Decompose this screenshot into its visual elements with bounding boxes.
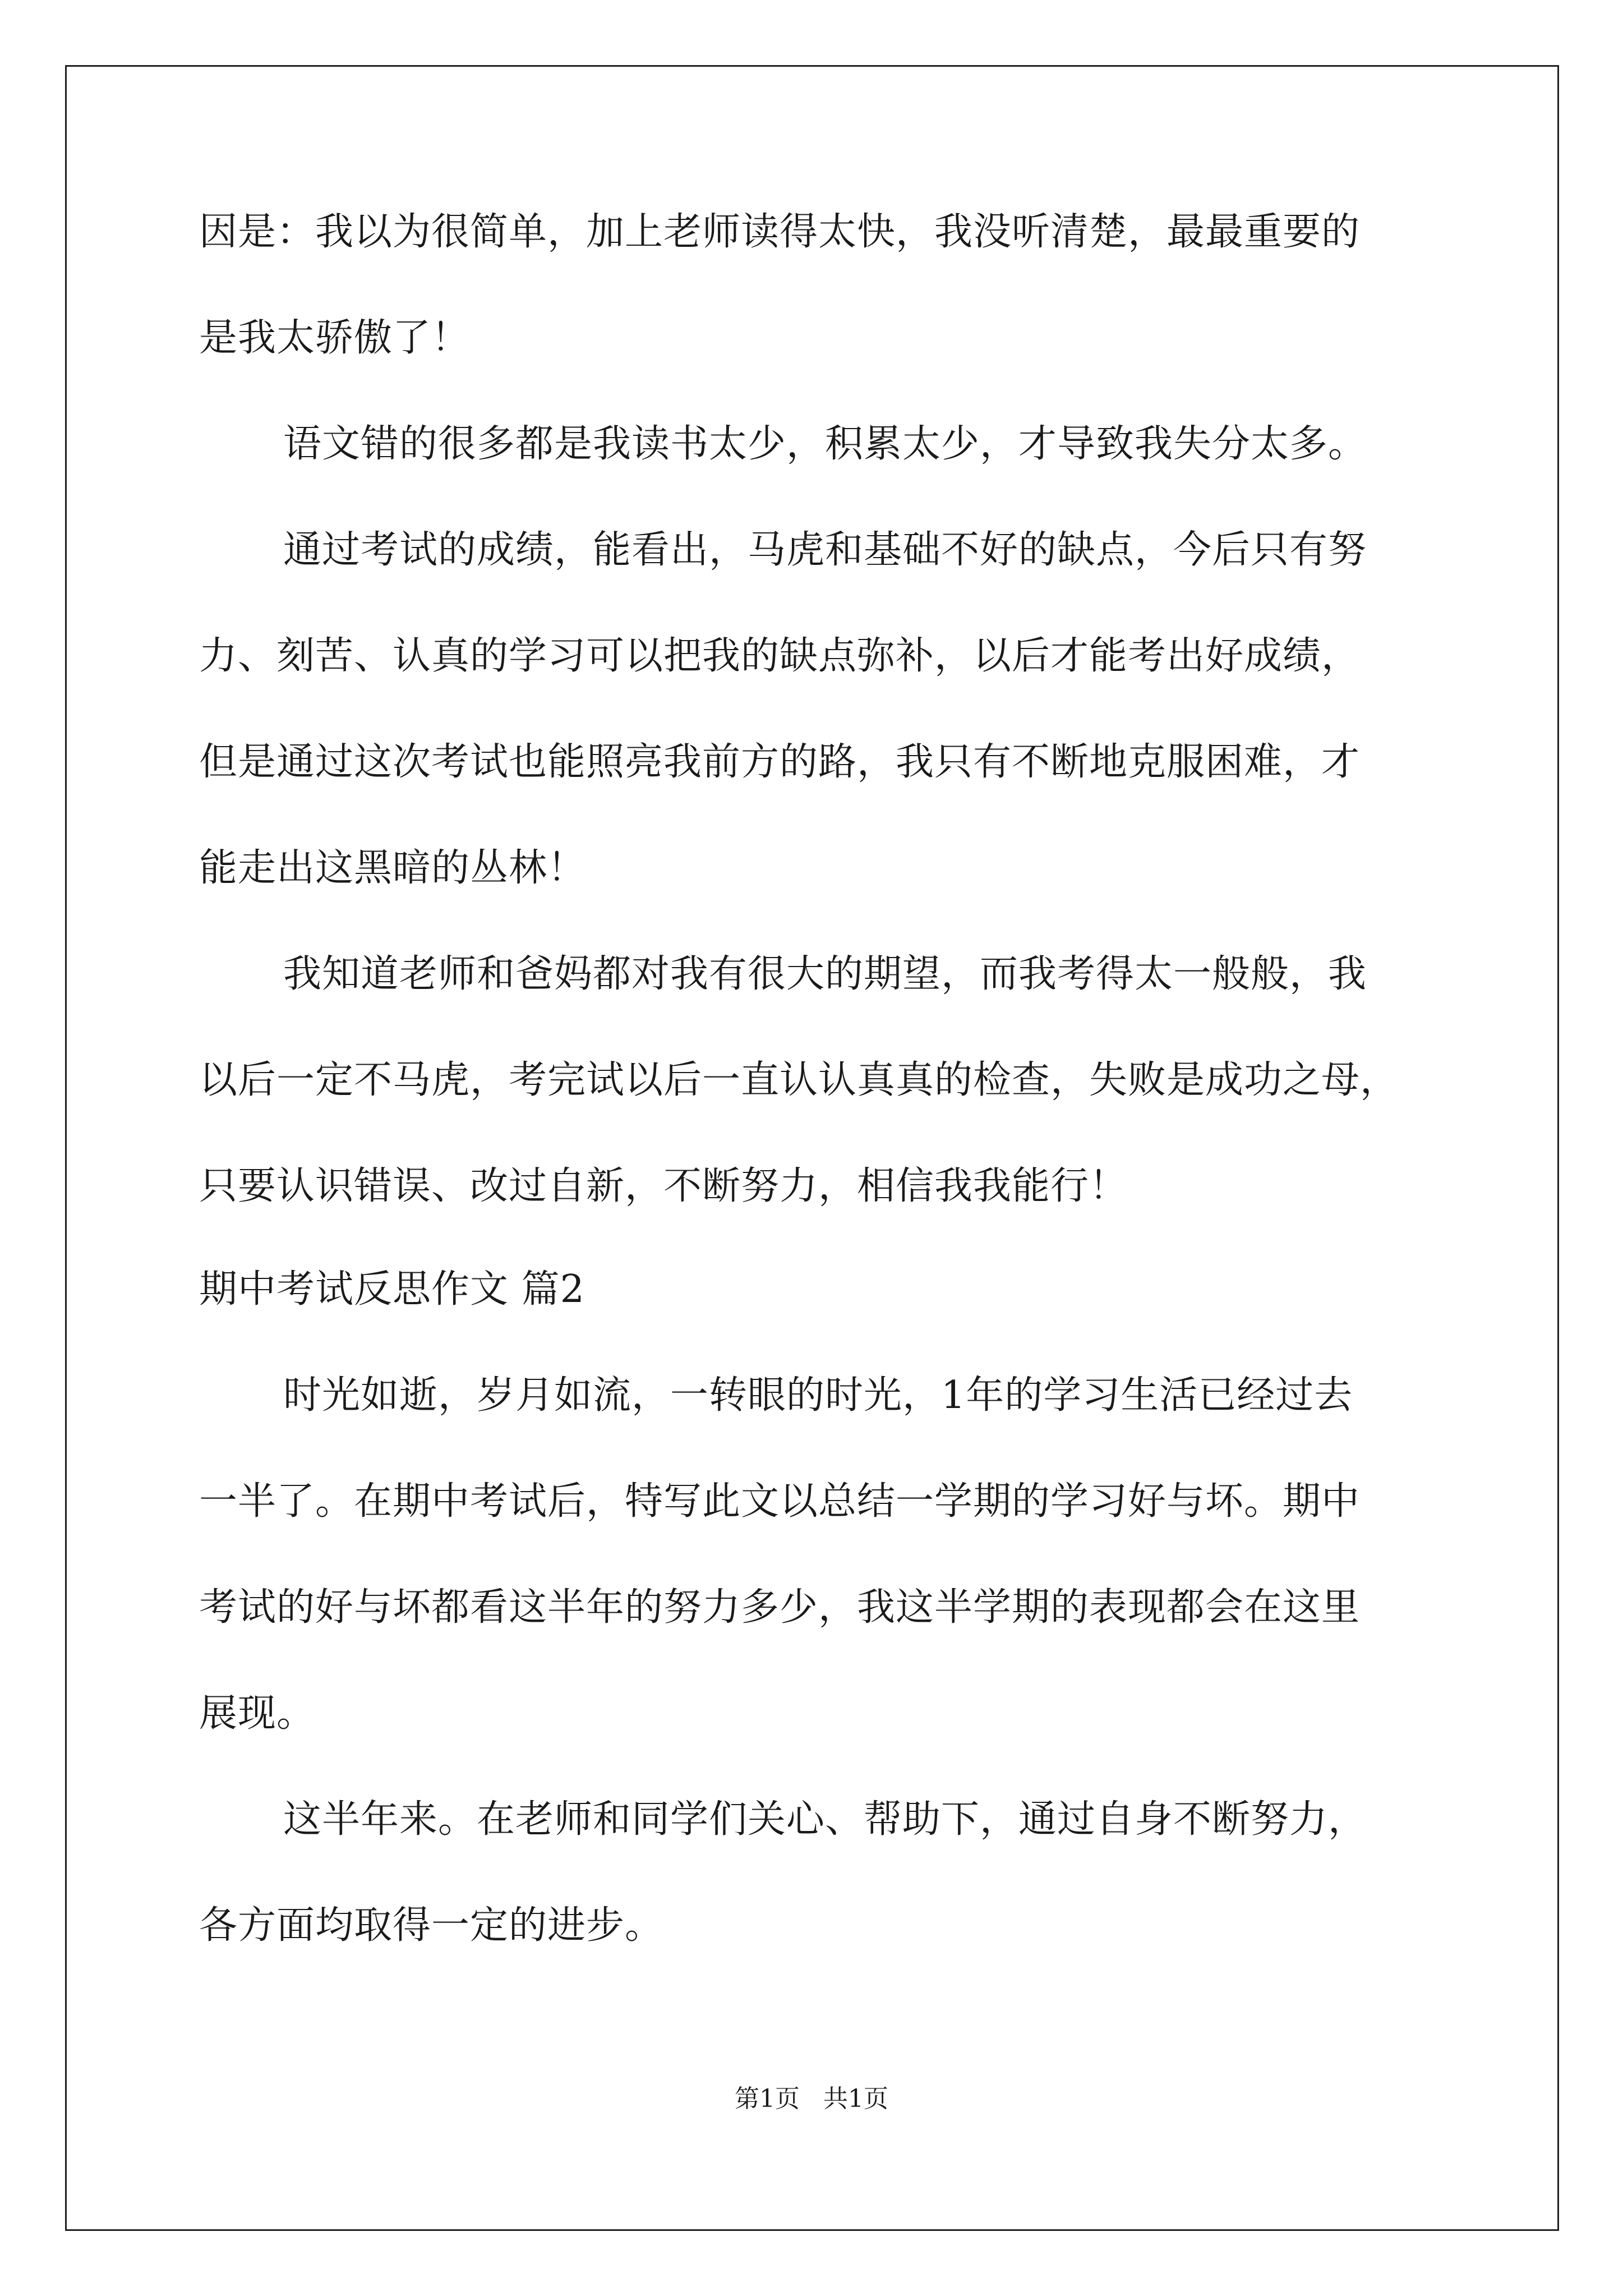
text-line: 时光如逝，岁月如流，一转眼的时光，1年的学习生活已经过去	[283, 1373, 1353, 1418]
page-footer	[0, 2087, 1623, 2111]
text-line: 通过考试的成绩，能看出，马虎和基础不好的缺点，今后只有努	[283, 528, 1367, 572]
text-line: 这半年来。在老师和同学们关心、帮助下，通过自身不断努力，	[283, 1797, 1367, 1842]
text-line: 一半了。在期中考试后，特写此文以总结一学期的学习好与坏。期中	[199, 1479, 1361, 1524]
text-line: 因是：我以为很简单，加上老师读得太快，我没听清楚，最最重要的	[199, 210, 1361, 254]
text-line: 展现。	[199, 1691, 316, 1736]
text-line: 能走出这黑暗的丛林！	[199, 846, 587, 890]
text-line: 力、刻苦、认真的学习可以把我的缺点弥补，以后才能考出好成绩，	[199, 634, 1361, 678]
text-line: 只要认识错误、改过自新，不断努力，相信我我能行！	[199, 1164, 1128, 1208]
page-number-current: 第1页	[735, 2085, 800, 2113]
text-line: 是我太骄傲了！	[199, 316, 471, 360]
page-number-total: 共1页	[823, 2085, 888, 2113]
text-line: 考试的好与坏都看这半年的努力多少，我这半学期的表现都会在这里	[199, 1585, 1361, 1630]
text-line: 各方面均取得一定的进步。	[199, 1903, 664, 1948]
text-line: 我知道老师和爸妈都对我有很大的期望，而我考得太一般般，我	[283, 952, 1367, 996]
text-line: 但是通过这次考试也能照亮我前方的路，我只有不断地克服困难，才	[199, 740, 1361, 784]
section-heading: 期中考试反思作文 篇2	[199, 1267, 585, 1312]
text-line: 语文错的很多都是我读书太少，积累太少，才导致我失分太多。	[283, 422, 1367, 466]
text-line: 以后一定不马虎，考完试以后一直认认真真的检查，失败是成功之母，	[199, 1058, 1399, 1102]
